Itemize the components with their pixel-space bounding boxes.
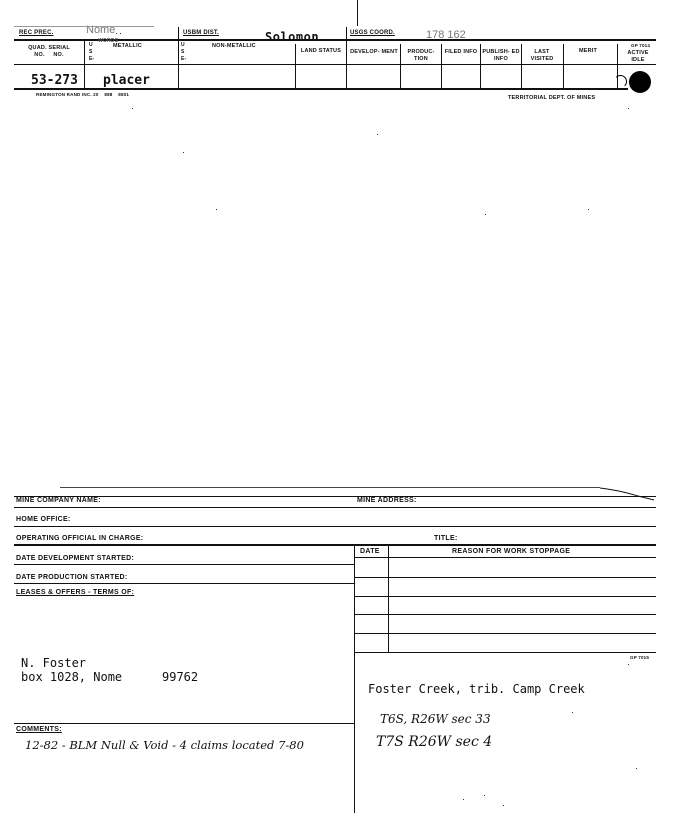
lease-address: box 1028, Nome	[21, 670, 123, 684]
active-idle-marker	[629, 71, 651, 93]
col-u-2: U	[181, 42, 185, 48]
title-label: TITLE:	[434, 535, 458, 542]
col-non-metallic: NON-METALLIC	[212, 43, 256, 49]
col-production: PRODUC- TION	[407, 49, 435, 62]
card-edge-curl	[598, 478, 656, 502]
usgs-coord-label: USGS COORD.	[350, 30, 395, 36]
location-note-1: T6S, R26W sec 33	[380, 712, 491, 726]
leases-label: LEASES & OFFERS - TERMS OF:	[16, 589, 135, 596]
department-line: TERRITORIAL DEPT. OF MINES	[508, 95, 596, 101]
col-filed-info: FILED INFO	[444, 49, 478, 55]
scan-speck	[572, 712, 573, 713]
rec-prec-label: REC PREC.	[19, 30, 54, 36]
pencil-dots	[116, 33, 117, 34]
col-metallic-overprint: WORDS	[98, 38, 119, 44]
idle-marker-arc	[614, 75, 627, 88]
usbm-dist-value: Solomon	[265, 30, 320, 44]
usbm-dist-label: USBM DIST.	[183, 30, 220, 36]
stoppage-left-border	[354, 545, 355, 813]
date-development-label: DATE DEVELOPMENT STARTED:	[16, 555, 135, 562]
date-production-label: DATE PRODUCTION STARTED:	[16, 574, 128, 581]
col-no: NO. NO.	[34, 52, 64, 58]
lease-name: N. Foster	[21, 656, 87, 670]
col-u: U	[89, 42, 93, 48]
scan-speck	[377, 134, 378, 135]
location-note-2: T7S R26W sec 4	[376, 734, 493, 750]
columns-rule	[14, 64, 656, 65]
usgs-coord-value: 178 162	[426, 29, 466, 41]
col-last-visited: LAST VISITED	[530, 49, 554, 62]
quad-serial-value: 53-273	[31, 73, 78, 88]
scan-speck	[588, 209, 589, 210]
mine-company-name-label: MINE COMPANY NAME:	[16, 497, 101, 504]
header-top-rule	[14, 26, 154, 27]
scan-speck	[628, 108, 629, 109]
stoppage-date-divider	[388, 545, 389, 652]
metallic-value: placer	[103, 73, 150, 88]
scan-speck	[503, 805, 504, 806]
scan-mark-line	[357, 0, 358, 26]
scan-speck	[636, 768, 637, 769]
scan-speck	[484, 795, 485, 796]
scan-speck	[132, 108, 133, 109]
scan-speck	[183, 152, 184, 153]
col-land-status: LAND STATUS	[300, 48, 342, 54]
comments-rule	[14, 723, 354, 724]
comments-label: COMMENTS:	[16, 726, 62, 733]
col-e-2: E-	[181, 56, 187, 62]
printer-line: REMINGTON RAND INC. 20 888 8801	[36, 92, 130, 97]
card-top-edge	[60, 487, 600, 488]
lease-zip: 99762	[162, 670, 199, 684]
col-e: E-	[89, 56, 95, 62]
form-code-bottom: GP 7015	[630, 655, 650, 660]
col-merit: MERIT	[578, 48, 598, 54]
comment-handwritten: 12-82 - BLM Null & Void - 4 claims located 7-80	[25, 738, 304, 752]
row-bottom-rule-2	[14, 89, 628, 90]
scan-speck	[485, 214, 486, 215]
col-development: DEVELOP- MENT	[350, 49, 398, 55]
scan-speck	[463, 799, 464, 800]
col-published-info: PUBLISH- ED INFO	[482, 49, 520, 62]
col-active-idle: ACTIVE IDLE	[627, 50, 649, 63]
col-s-2: S	[181, 49, 185, 55]
col-s: S	[89, 49, 93, 55]
location-typed: Foster Creek, trib. Camp Creek	[368, 682, 585, 696]
home-office-label: HOME OFFICE:	[16, 516, 71, 523]
form-code-top: GP 7014	[631, 43, 651, 48]
mine-address-label: MINE ADDRESS:	[357, 497, 417, 504]
mine-company-rule-top	[14, 496, 656, 497]
reason-col-label: REASON FOR WORK STOPPAGE	[452, 548, 571, 555]
scan-speck	[216, 209, 217, 210]
col-metallic: METALLIC	[113, 43, 142, 49]
scan-speck	[628, 664, 629, 665]
date-col-label: DATE	[360, 548, 380, 555]
operating-official-label: OPERATING OFFICIAL IN CHARGE:	[16, 535, 144, 542]
col-quad-serial: QUAD. SERIAL	[28, 45, 70, 51]
rec-prec-value: Nome	[86, 24, 116, 36]
